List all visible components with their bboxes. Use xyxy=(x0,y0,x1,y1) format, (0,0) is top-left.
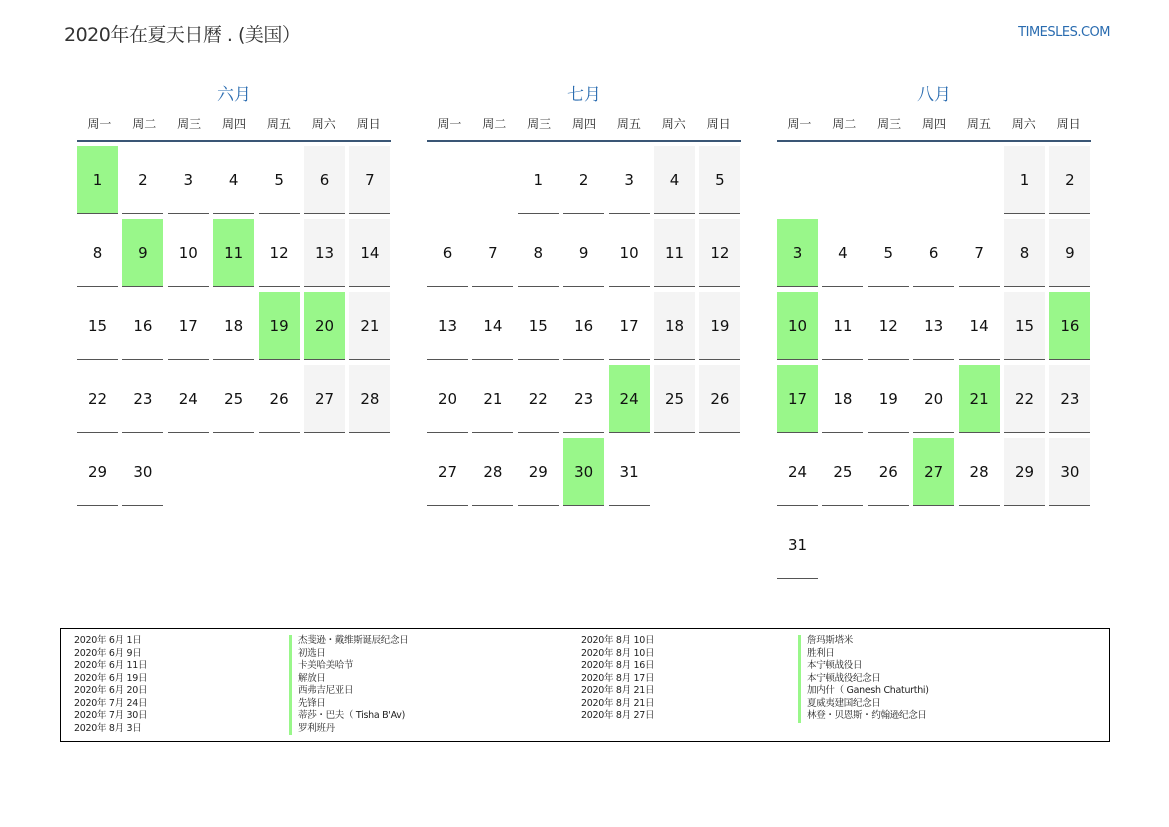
weekday-label: 周一 xyxy=(87,117,112,131)
weekday-label: 周二 xyxy=(832,117,857,131)
legend-date: 2020年 8月 21日 xyxy=(581,697,655,709)
day-cell[interactable]: 25 xyxy=(213,365,254,433)
day-cell[interactable]: 6 xyxy=(427,219,468,287)
month-name: 八月 xyxy=(917,85,951,105)
legend-holiday-name: 本宁顿战役纪念日 xyxy=(798,673,929,686)
day-cell[interactable]: 13 xyxy=(304,219,345,287)
holiday-day-cell[interactable]: 20 xyxy=(304,292,345,360)
legend-holiday-name: 蒂莎・巴夫（ Tisha B'Av) xyxy=(289,710,408,723)
holiday-day-cell[interactable]: 1 xyxy=(77,146,118,214)
day-cell[interactable]: 26 xyxy=(699,365,740,433)
legend-date: 2020年 8月 16日 xyxy=(581,660,655,671)
day-cell[interactable]: 23 xyxy=(122,365,163,433)
day-cell[interactable]: 25 xyxy=(654,365,695,433)
day-cell[interactable]: 24 xyxy=(168,365,209,433)
legend-date: 2020年 6月 11日 xyxy=(74,660,148,671)
day-cell[interactable]: 29 xyxy=(1004,438,1045,506)
weekday-label: 周六 xyxy=(661,117,686,131)
day-cell[interactable]: 30 xyxy=(1049,438,1090,506)
day-cell[interactable]: 22 xyxy=(77,365,118,433)
day-cell[interactable]: 22 xyxy=(1004,365,1045,433)
day-cell[interactable]: 16 xyxy=(563,292,604,360)
legend-date: 2020年 8月 10日 xyxy=(581,635,655,646)
day-cell[interactable]: 29 xyxy=(77,438,118,506)
day-cell[interactable]: 17 xyxy=(609,292,650,360)
legend-date: 2020年 7月 24日 xyxy=(74,697,148,709)
holiday-day-cell[interactable]: 11 xyxy=(213,219,254,287)
day-cell[interactable]: 24 xyxy=(777,438,818,506)
legend-holiday-name: 卡美哈美哈节 xyxy=(289,660,408,673)
day-cell[interactable]: 15 xyxy=(1004,292,1045,360)
month-name: 七月 xyxy=(567,85,601,105)
day-cell[interactable]: 19 xyxy=(699,292,740,360)
day-cell[interactable]: 13 xyxy=(427,292,468,360)
weekday-label: 周日 xyxy=(356,117,381,131)
day-cell[interactable]: 12 xyxy=(699,219,740,287)
legend-date: 2020年 6月 20日 xyxy=(74,685,148,696)
day-cell[interactable]: 1 xyxy=(1004,146,1045,214)
day-cell[interactable]: 15 xyxy=(77,292,118,360)
weekday-header xyxy=(777,116,1091,142)
holiday-day-cell[interactable]: 21 xyxy=(959,365,1000,433)
site-link[interactable]: TIMESLES.COM xyxy=(1018,25,1110,40)
day-cell[interactable]: 11 xyxy=(822,292,863,360)
day-cell[interactable]: 31 xyxy=(777,511,818,579)
legend-holiday-name: 林登・贝恩斯・约翰逊纪念日 xyxy=(798,710,929,723)
legend-date: 2020年 6月 1日 xyxy=(74,635,142,646)
holiday-day-cell[interactable]: 3 xyxy=(777,219,818,287)
legend-right-names xyxy=(798,635,929,723)
day-cell[interactable]: 8 xyxy=(77,219,118,287)
weekday-label: 周二 xyxy=(132,117,157,131)
day-cell[interactable]: 10 xyxy=(168,219,209,287)
day-cell[interactable]: 28 xyxy=(472,438,513,506)
day-cell[interactable]: 6 xyxy=(304,146,345,214)
month-2 xyxy=(427,84,741,481)
legend-holiday-name: 解放日 xyxy=(289,673,408,686)
day-cell[interactable]: 7 xyxy=(959,219,1000,287)
day-cell[interactable]: 3 xyxy=(168,146,209,214)
weekday-label: 周日 xyxy=(1056,117,1081,131)
legend-holiday-name: 罗利班丹 xyxy=(289,723,408,736)
day-cell[interactable]: 21 xyxy=(349,292,390,360)
day-cell[interactable]: 26 xyxy=(868,438,909,506)
legend-holiday-name: 西弗吉尼亚日 xyxy=(289,685,408,698)
weekday-header xyxy=(77,116,391,142)
page-title: 2020年在夏天日曆 . (美国） xyxy=(64,24,301,46)
legend-date: 2020年 7月 30日 xyxy=(74,710,148,721)
day-cell[interactable]: 12 xyxy=(868,292,909,360)
day-cell[interactable]: 23 xyxy=(1049,365,1090,433)
day-cell[interactable]: 26 xyxy=(259,365,300,433)
weekday-label: 周五 xyxy=(266,117,291,131)
holiday-day-cell[interactable]: 9 xyxy=(122,219,163,287)
holiday-day-cell[interactable]: 27 xyxy=(913,438,954,506)
weekday-label: 周六 xyxy=(1011,117,1036,131)
day-cell[interactable]: 18 xyxy=(213,292,254,360)
day-cell[interactable]: 30 xyxy=(122,438,163,506)
day-cell[interactable]: 4 xyxy=(654,146,695,214)
weekday-label: 周六 xyxy=(311,117,336,131)
weekday-label: 周二 xyxy=(482,117,507,131)
legend-holiday-name: 先锋日 xyxy=(289,698,408,711)
holiday-day-cell[interactable]: 10 xyxy=(777,292,818,360)
day-cell[interactable]: 16 xyxy=(122,292,163,360)
day-cell[interactable]: 25 xyxy=(822,438,863,506)
day-cell[interactable]: 20 xyxy=(427,365,468,433)
month-3 xyxy=(777,84,1091,554)
month-name: 六月 xyxy=(217,85,251,105)
holiday-day-cell[interactable]: 19 xyxy=(259,292,300,360)
day-cell[interactable]: 13 xyxy=(913,292,954,360)
legend-date: 2020年 8月 21日 xyxy=(581,685,655,696)
legend-left-dates xyxy=(74,635,147,735)
holiday-legend xyxy=(60,628,1110,742)
legend-date: 2020年 8月 3日 xyxy=(74,722,142,734)
weekday-label: 周三 xyxy=(527,117,552,131)
legend-holiday-name: 詹玛斯塔米 xyxy=(798,635,929,648)
month-1 xyxy=(77,84,391,481)
legend-holiday-name: 夏威夷建国纪念日 xyxy=(798,698,929,711)
day-cell[interactable]: 8 xyxy=(1004,219,1045,287)
day-cell[interactable]: 20 xyxy=(913,365,954,433)
day-cell[interactable]: 5 xyxy=(259,146,300,214)
legend-date: 2020年 6月 9日 xyxy=(74,647,142,659)
day-cell[interactable]: 22 xyxy=(518,365,559,433)
day-cell[interactable]: 18 xyxy=(654,292,695,360)
day-cell[interactable]: 28 xyxy=(349,365,390,433)
day-cell[interactable]: 3 xyxy=(609,146,650,214)
weekday-label: 周一 xyxy=(437,117,462,131)
weekday-label: 周四 xyxy=(922,117,947,131)
legend-date: 2020年 8月 10日 xyxy=(581,647,655,659)
weekday-label: 周五 xyxy=(616,117,641,131)
legend-holiday-name: 加内什（ Ganesh Chaturthi) xyxy=(798,685,929,698)
day-cell[interactable]: 14 xyxy=(472,292,513,360)
day-cell[interactable]: 4 xyxy=(822,219,863,287)
day-cell[interactable]: 5 xyxy=(868,219,909,287)
day-cell[interactable]: 9 xyxy=(563,219,604,287)
weekday-label: 周五 xyxy=(966,117,991,131)
day-cell[interactable]: 28 xyxy=(959,438,1000,506)
day-cell[interactable]: 15 xyxy=(518,292,559,360)
day-cell[interactable]: 14 xyxy=(349,219,390,287)
day-cell[interactable]: 7 xyxy=(472,219,513,287)
legend-holiday-name: 胜利日 xyxy=(798,648,929,661)
legend-date: 2020年 6月 19日 xyxy=(74,672,148,684)
legend-date: 2020年 8月 27日 xyxy=(581,710,655,721)
day-cell[interactable]: 2 xyxy=(563,146,604,214)
legend-left-names xyxy=(289,635,408,735)
day-cell[interactable]: 12 xyxy=(259,219,300,287)
day-cell[interactable]: 4 xyxy=(213,146,254,214)
day-cell[interactable]: 5 xyxy=(699,146,740,214)
legend-right-dates xyxy=(581,635,654,723)
day-cell[interactable]: 27 xyxy=(304,365,345,433)
weekday-label: 周四 xyxy=(222,117,247,131)
day-cell[interactable]: 6 xyxy=(913,219,954,287)
day-cell[interactable]: 14 xyxy=(959,292,1000,360)
day-cell[interactable]: 19 xyxy=(868,365,909,433)
day-cell[interactable]: 18 xyxy=(822,365,863,433)
weekday-label: 周日 xyxy=(706,117,731,131)
day-cell[interactable]: 29 xyxy=(518,438,559,506)
weekday-header xyxy=(427,116,741,142)
day-cell[interactable]: 10 xyxy=(609,219,650,287)
day-cell[interactable]: 11 xyxy=(654,219,695,287)
legend-holiday-name: 杰斐逊・戴维斯诞辰纪念日 xyxy=(289,635,408,648)
holiday-day-cell[interactable]: 24 xyxy=(609,365,650,433)
weekday-label: 周一 xyxy=(787,117,812,131)
day-cell[interactable]: 27 xyxy=(427,438,468,506)
day-cell[interactable]: 1 xyxy=(518,146,559,214)
weekday-label: 周三 xyxy=(177,117,202,131)
day-cell[interactable]: 2 xyxy=(122,146,163,214)
holiday-day-cell[interactable]: 30 xyxy=(563,438,604,506)
weekday-label: 周三 xyxy=(877,117,902,131)
legend-holiday-name: 本宁顿战役日 xyxy=(798,660,929,673)
day-cell[interactable]: 17 xyxy=(168,292,209,360)
holiday-day-cell[interactable]: 17 xyxy=(777,365,818,433)
holiday-day-cell[interactable]: 16 xyxy=(1049,292,1090,360)
day-cell[interactable]: 31 xyxy=(609,438,650,506)
day-cell[interactable]: 7 xyxy=(349,146,390,214)
day-cell[interactable]: 8 xyxy=(518,219,559,287)
legend-date: 2020年 8月 17日 xyxy=(581,672,655,684)
legend-holiday-name: 初选日 xyxy=(289,648,408,661)
day-cell[interactable]: 9 xyxy=(1049,219,1090,287)
day-cell[interactable]: 21 xyxy=(472,365,513,433)
day-cell[interactable]: 2 xyxy=(1049,146,1090,214)
day-cell[interactable]: 23 xyxy=(563,365,604,433)
weekday-label: 周四 xyxy=(572,117,597,131)
